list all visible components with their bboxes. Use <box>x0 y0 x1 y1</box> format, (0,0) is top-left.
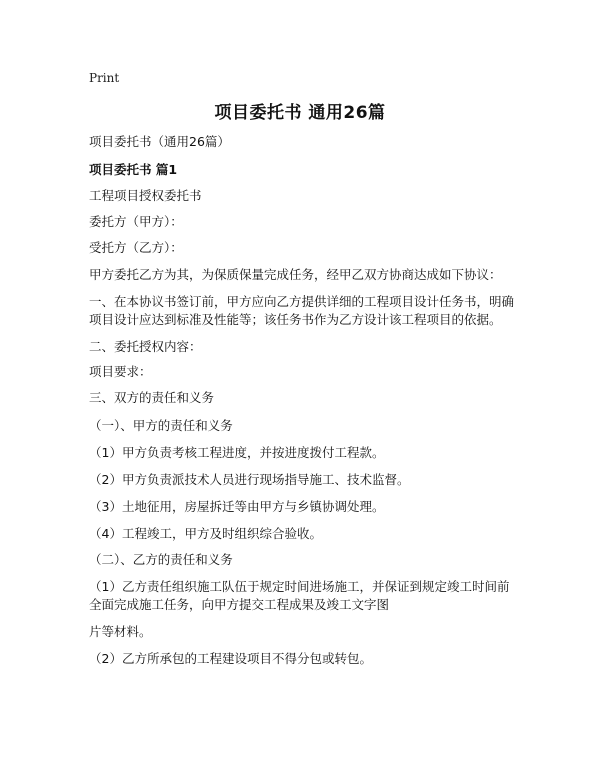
print-link[interactable]: Print <box>89 71 120 85</box>
paragraph: （二）、乙方的责任和义务 <box>89 552 233 567</box>
paragraph: （2）乙方所承包的工程建设项目不得分包或转包。 <box>89 651 372 666</box>
section-heading: 项目委托书 篇1 <box>89 162 178 177</box>
paragraph: 甲方委托乙方为其，为保质保量完成任务，经甲乙双方协商达成如下协议： <box>89 267 502 282</box>
paragraph: （4）工程竣工，甲方及时组织综合验收。 <box>89 526 322 541</box>
paragraph: （1）甲方负责考核工程进度，并按进度拨付工程款。 <box>89 445 385 460</box>
paragraph: 二、委托授权内容： <box>89 339 202 354</box>
paragraph: 三、双方的责任和义务 <box>89 390 215 405</box>
paragraph: 片等材料。 <box>89 624 152 639</box>
paragraph: （一）、甲方的责任和义务 <box>89 418 233 433</box>
paragraph: （2）甲方负责派技术人员进行现场指导施工、技术监督。 <box>89 472 410 487</box>
paragraph: （1）乙方责任组织施工队伍于规定时间进场施工，并保证到规定竣工时间前全面完成施工任务，向甲方提交工程成果及竣工文字图 <box>89 579 510 612</box>
paragraph: 一、在本协议书签订前，甲方应向乙方提供详细的工程项目设计任务书，明确项目设计应达到标准及性能等；该任务书作为乙方设计该工程项目的依据。 <box>89 294 515 327</box>
paragraph: 工程项目授权委托书 <box>89 188 202 203</box>
paragraph-subtitle: 项目委托书（通用26篇） <box>89 134 230 149</box>
paragraph: 委托方（甲方）： <box>89 214 183 229</box>
paragraph: （3）土地征用，房屋拆迁等由甲方与乡镇协调处理。 <box>89 499 385 514</box>
paragraph: 项目要求： <box>89 364 152 379</box>
document-title: 项目委托书 通用26篇 <box>214 103 386 123</box>
paragraph: 受托方（乙方）： <box>89 240 183 255</box>
